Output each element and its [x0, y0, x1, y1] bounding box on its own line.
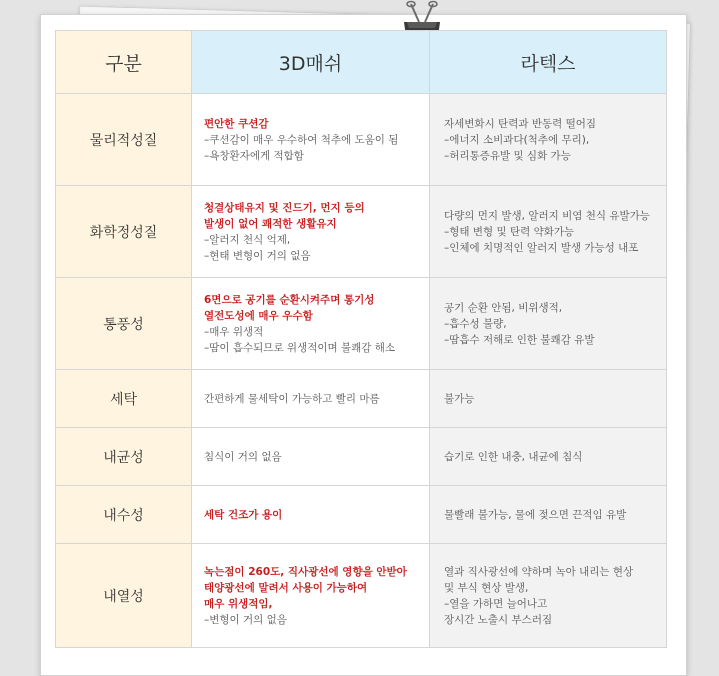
detail-text: 침식이 거의 없음: [204, 450, 282, 463]
cell-latex: [430, 278, 667, 370]
row-category: 화학정성질: [56, 186, 192, 278]
row-category: 통풍성: [56, 278, 192, 370]
row-category: 세탁: [56, 370, 192, 428]
detail-text: –변형이 거의 없음: [204, 613, 287, 626]
cell-3d-mesh: [192, 94, 430, 186]
row-category: 내수성: [56, 486, 192, 544]
cell-latex: [430, 544, 667, 648]
row-category: 물리적성질: [56, 94, 192, 186]
detail-text: 장시간 노출시 부스러짐: [444, 613, 553, 626]
detail-text: –땀이 흡수되므로 위생적이며 불쾌감 해소: [204, 341, 396, 354]
detail-text: 및 부식 현상 발생,: [444, 581, 529, 594]
table-header-row: [56, 31, 667, 94]
header-category: 구분: [56, 31, 192, 94]
detail-text: 자세변화시 탄력과 반동력 떨어짐: [444, 117, 597, 130]
detail-text: –알러지 천식 억제,: [204, 233, 291, 246]
cell-3d-mesh: [192, 278, 430, 370]
table-body: [56, 94, 667, 648]
table-row: [56, 278, 667, 370]
detail-text: 간편하게 물세탁이 가능하고 빨리 마름: [204, 392, 380, 405]
table-row: [56, 428, 667, 486]
table-row: [56, 370, 667, 428]
detail-text: –쿠션감이 매우 우수하여 척추에 도움이 됨: [204, 133, 399, 146]
table-row: [56, 544, 667, 648]
cell-3d-mesh: [192, 428, 430, 486]
row-category: 내열성: [56, 544, 192, 648]
cell-3d-mesh: [192, 486, 430, 544]
highlight-text: 녹는점이 260도, 직사광선에 영향을 안받아: [204, 565, 407, 578]
detail-text: –에너지 소비과다(척추에 무리),: [444, 133, 590, 146]
row-category: 내균성: [56, 428, 192, 486]
detail-text: –허리통증유발 및 심화 가능: [444, 149, 571, 162]
detail-text: 습기로 인한 내충, 내균에 침식: [444, 450, 583, 463]
detail-text: –인체에 치명적인 알러지 발생 가능성 내포: [444, 241, 639, 254]
cell-3d-mesh: [192, 544, 430, 648]
header-latex: 라텍스: [430, 31, 667, 94]
highlight-text: 태양광선에 말려서 사용이 가능하여: [204, 581, 368, 594]
cell-latex: [430, 428, 667, 486]
detail-text: 공기 순환 안됨, 비위생적,: [444, 301, 563, 314]
detail-text: –매우 위생적: [204, 325, 264, 338]
detail-text: 열과 직사광선에 약하며 녹아 내리는 현상: [444, 565, 634, 578]
cell-latex: [430, 186, 667, 278]
detail-text: –형태 변형 및 탄력 약화가능: [444, 225, 575, 238]
table-row: [56, 486, 667, 544]
cell-3d-mesh: [192, 370, 430, 428]
detail-text: 다량의 먼지 발생, 알러지 비염 천식 유발가능: [444, 209, 650, 222]
detail-text: 물빨래 불가능, 물에 젖으면 끈적임 유발: [444, 508, 627, 521]
comparison-table: [55, 30, 667, 648]
highlight-text: 편안한 쿠션감: [204, 117, 269, 130]
detail-text: –욕창환자에게 적합함: [204, 149, 304, 162]
detail-text: 불가능: [444, 392, 475, 405]
highlight-text: 세탁 건조가 용이: [204, 508, 283, 521]
cell-latex: [430, 94, 667, 186]
table-row: [56, 94, 667, 186]
highlight-text: 열전도성에 매우 우수함: [204, 309, 313, 322]
highlight-text: 발생이 없어 쾌적한 생활유지: [204, 217, 337, 230]
cell-latex: [430, 370, 667, 428]
cell-latex: [430, 486, 667, 544]
header-3d-mesh: 3D매쉬: [192, 31, 430, 94]
detail-text: –열을 가하면 늘어나고: [444, 597, 548, 610]
highlight-text: 6면으로 공기를 순환시켜주며 통기성: [204, 293, 375, 306]
table-row: [56, 186, 667, 278]
detail-text: –현태 변형이 거의 없음: [204, 249, 311, 262]
detail-text: –땀흡수 저해로 인한 불쾌감 유발: [444, 333, 595, 346]
highlight-text: 청결상태유지 및 진드기, 먼지 등의: [204, 201, 365, 214]
cell-3d-mesh: [192, 186, 430, 278]
highlight-text: 매우 위생적임,: [204, 597, 273, 610]
detail-text: –흡수성 불량,: [444, 317, 507, 330]
